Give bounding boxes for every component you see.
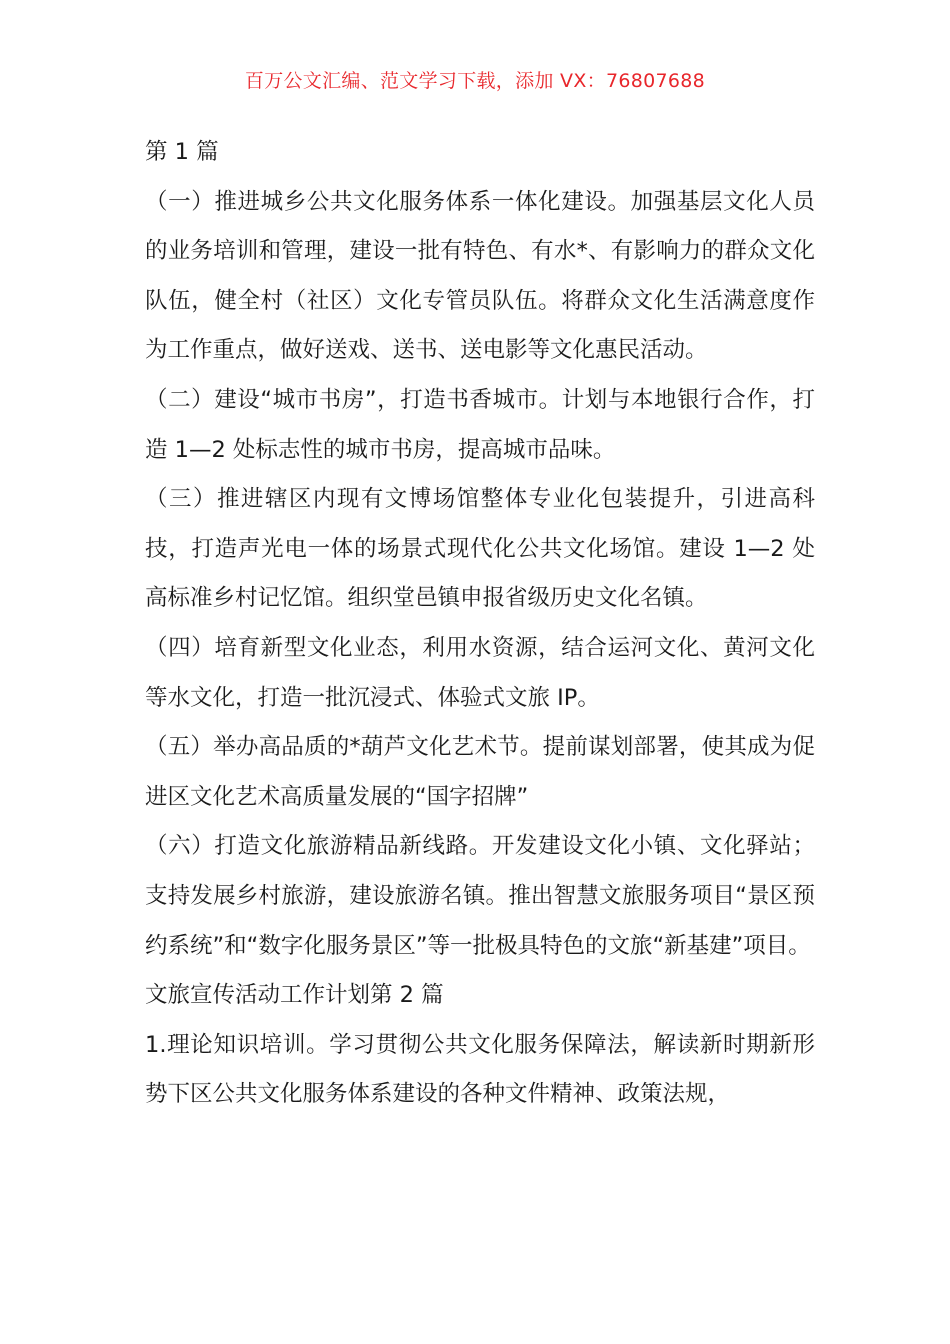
paragraph: （四）培育新型文化业态，利用水资源，结合运河文化、黄河文化等水文化，打造一批沉浸式、体验式文旅 IP。 [145, 634, 815, 711]
header-banner: 百万公文汇编、范文学习下载，添加 VX：76807688 [244, 70, 706, 92]
paragraph: （三）推进辖区内现有文博场馆整体专业化包装提升，引进高科技，打造声光电一体的场景式现代化公共文化场馆。建设 1—2 处高标准乡村记忆馆。组织堂邑镇申报省级历史文化名镇。 [145, 486, 815, 612]
paragraph: （二）建设“城市书房”，打造书香城市。计划与本地银行合作，打造 1—2 处标志性的城市书房，提高城市品味。 [145, 386, 815, 463]
section-heading: 文旅宣传活动工作计划第 2 篇 [145, 982, 444, 1009]
section-heading: 第 1 篇 [145, 139, 219, 165]
paragraph: （一）推进城乡公共文化服务体系一体化建设。加强基层文化人员的业务培训和管理，建设一批有特色、有水*、有影响力的群众文化队伍，健全村（社区）文化专管员队伍。将群众文化生活满意度作为工作重点，做好送戏、送书、送电影等文化惠民活动。 [145, 188, 815, 364]
paragraph: （五）举办高品质的*葫芦文化艺术节。提前谋划部署，使其成为促进区文化艺术高质量发展的“国字招牌” [145, 734, 815, 810]
document-body [145, 128, 815, 1120]
paragraph: （六）打造文化旅游精品新线路。开发建设文化小镇、文化驿站；支持发展乡村旅游，建设旅游名镇。推出智慧文旅服务项目“景区预约系统”和“数字化服务景区”等一批极具特色的文旅“新基建”项目。 [145, 833, 815, 959]
paragraph: 1.理论知识培训。学习贯彻公共文化服务保障法，解读新时期新形势下区公共文化服务体系建设的各种文件精神、政策法规， [145, 1031, 815, 1108]
